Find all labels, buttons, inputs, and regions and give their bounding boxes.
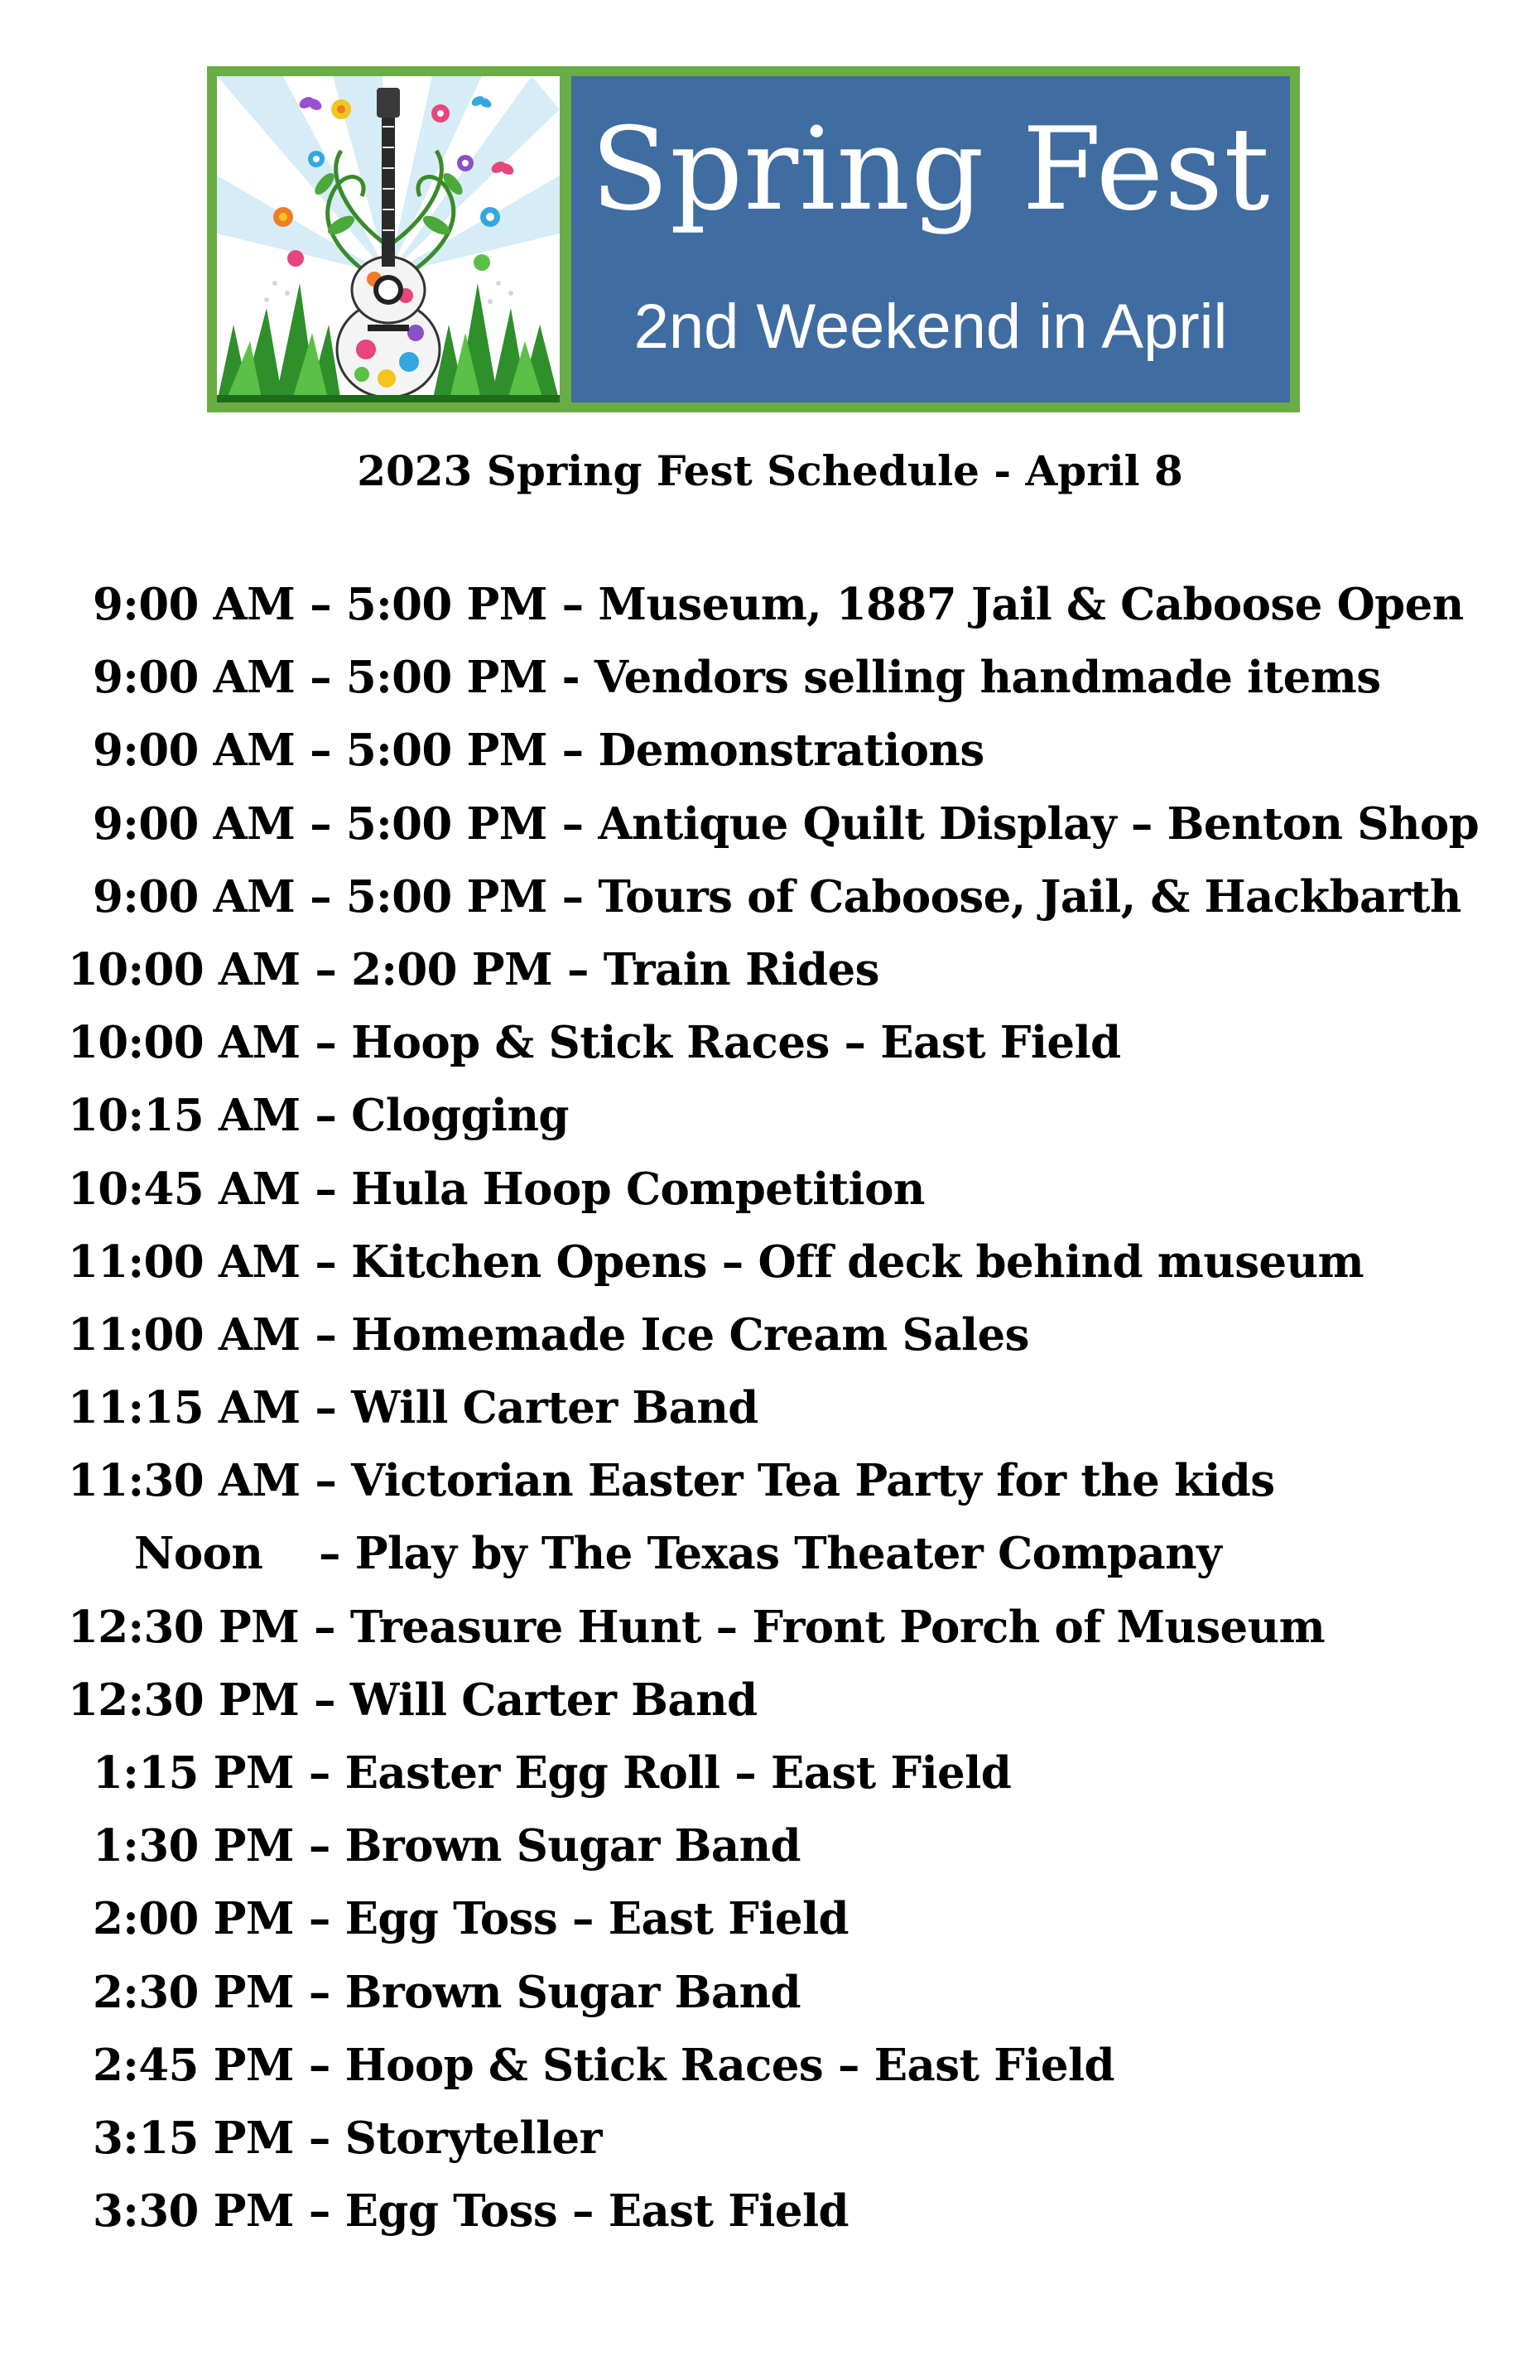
schedule-row: [68, 860, 1492, 933]
schedule-row: [68, 788, 1492, 860]
schedule-row: [68, 2102, 1492, 2175]
schedule-time: 11:00 AM –: [68, 1236, 337, 1288]
schedule-row: [68, 641, 1492, 714]
schedule-row: [68, 1591, 1492, 1664]
schedule-time: 9:00 AM – 5:00 PM –: [93, 870, 584, 923]
schedule-event: Victorian Easter Tea Party for the kids: [351, 1455, 1275, 1507]
schedule-event: Brown Sugar Band: [344, 1966, 801, 2018]
schedule-time: 2:45 PM –: [93, 2039, 330, 2091]
banner-subtitle: 2nd Weekend in April: [633, 291, 1228, 362]
schedule-event: Tours of Caboose, Jail, & Hackbarth: [598, 870, 1461, 923]
schedule-time: 3:30 PM –: [93, 2185, 330, 2238]
schedule-time: 9:00 AM – 5:00 PM –: [93, 579, 584, 630]
schedule-time: 9:00 AM – 5:00 PM –: [93, 725, 584, 777]
schedule-row: [68, 1226, 1492, 1298]
schedule-event: Egg Toss – East Field: [344, 1893, 849, 1945]
schedule-time: 1:30 PM –: [93, 1820, 330, 1872]
schedule-time: 10:00 AM – 2:00 PM –: [68, 943, 589, 995]
schedule-time: 1:15 PM –: [93, 1747, 330, 1799]
schedule-row: [68, 1737, 1492, 1809]
schedule-event: Train Rides: [603, 943, 879, 995]
schedule-time: 10:45 AM –: [68, 1163, 337, 1215]
schedule-event: Demonstrations: [598, 725, 984, 777]
spring-fest-banner: [207, 66, 1300, 412]
schedule-event: Will Carter Band: [351, 1382, 758, 1434]
schedule-time: 2:00 PM –: [93, 1893, 330, 1945]
schedule-row: [68, 714, 1492, 787]
schedule-time: 2:30 PM –: [93, 1966, 330, 2018]
schedule-event: Will Carter Band: [349, 1674, 758, 1726]
schedule-row: [68, 933, 1492, 1006]
schedule-time: 9:00 AM – 5:00 PM -: [93, 652, 580, 704]
schedule-event: Clogging: [351, 1090, 569, 1142]
schedule-time: 11:15 AM –: [68, 1382, 337, 1434]
schedule-time: 3:15 PM –: [93, 2112, 330, 2164]
schedule-event: Easter Egg Roll – East Field: [344, 1747, 1012, 1799]
schedule-event: Hoop & Stick Races – East Field: [344, 2039, 1114, 2091]
schedule-event: Antique Quilt Display – Benton Shop: [598, 797, 1480, 850]
schedule-event: Hula Hoop Competition: [351, 1163, 925, 1215]
schedule-time: 10:15 AM –: [68, 1090, 337, 1142]
schedule-row: [68, 1298, 1492, 1371]
schedule-row: [68, 1664, 1492, 1737]
schedule-row: [68, 1956, 1492, 2029]
schedule-time: 12:30 PM –: [68, 1601, 335, 1653]
schedule-time: Noon: [134, 1528, 263, 1580]
schedule-event: Treasure Hunt – Front Porch of Museum: [349, 1601, 1326, 1653]
schedule-time: 11:00 AM –: [68, 1308, 337, 1361]
schedule-row: [68, 1444, 1492, 1517]
schedule-event: Brown Sugar Band: [344, 1820, 801, 1872]
schedule-list: [68, 568, 1492, 2248]
schedule-row: [68, 2029, 1492, 2102]
schedule-row: [68, 2175, 1492, 2248]
schedule-row: [68, 1079, 1492, 1152]
schedule-event: Storyteller: [344, 2112, 602, 2164]
schedule-event: Kitchen Opens – Off deck behind museum: [351, 1236, 1364, 1288]
schedule-row: [68, 1882, 1492, 1955]
schedule-event: Hoop & Stick Races – East Field: [351, 1017, 1121, 1069]
schedule-time: 11:30 AM –: [68, 1455, 337, 1507]
guitar-flowers-logo-icon: [217, 76, 560, 402]
schedule-event: Homemade Ice Cream Sales: [351, 1308, 1029, 1361]
schedule-heading: 2023 Spring Fest Schedule - April 8: [357, 446, 1183, 495]
schedule-row: [68, 1153, 1492, 1226]
banner-title: Spring Fest: [590, 103, 1271, 236]
schedule-row: [68, 1517, 1492, 1590]
schedule-event: – Play by The Texas Theater Company: [319, 1528, 1222, 1580]
schedule-event: Vendors selling handmade items: [594, 652, 1381, 704]
schedule-event: Egg Toss – East Field: [344, 2185, 849, 2238]
schedule-row: [68, 1006, 1492, 1079]
schedule-row: [68, 568, 1492, 641]
schedule-row: [68, 1809, 1492, 1882]
schedule-event: Museum, 1887 Jail & Caboose Open: [598, 579, 1464, 630]
schedule-time: 10:00 AM –: [68, 1017, 337, 1069]
title-panel: [571, 76, 1290, 402]
schedule-time: 9:00 AM – 5:00 PM –: [93, 797, 584, 850]
schedule-time: 12:30 PM –: [68, 1674, 335, 1726]
schedule-row: [68, 1371, 1492, 1444]
